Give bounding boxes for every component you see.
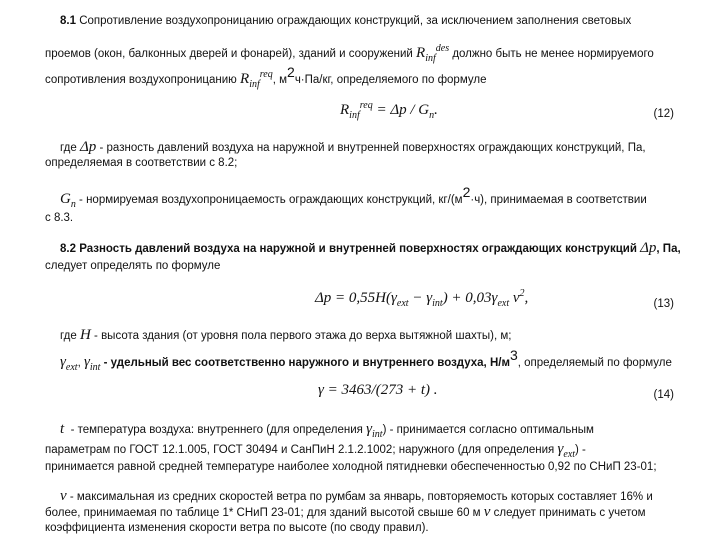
text: более, принимаемая по таблице 1* СНиП 23-01; для зданий высотой свыше 60 м — [45, 507, 481, 519]
symbol-v: v — [483, 504, 491, 520]
where-dp-line-1 — [60, 140, 646, 155]
text: где — [60, 330, 77, 342]
v-line-3: коэффициента изменения скорости ветра по высоте (по своду правил). — [45, 522, 429, 534]
text: следует принимать с учетом — [493, 507, 646, 519]
where-dp-line-2: определяемая в соответствии с 8.2; — [45, 157, 238, 169]
text: - высота здания (от уровня пола первого этажа до верха вытяжной шахты), м; — [94, 330, 512, 342]
text: ·ч), принимаемая в соответствии — [470, 194, 647, 206]
exponent: 3 — [509, 347, 518, 363]
equation-number-13: (13) — [653, 298, 674, 310]
text: Сопротивление воздухопроницанию ограждающих конструкций, за исключением заполнения световых — [79, 15, 632, 27]
equation-12: $R_{inf}^{req} = \Delta p / G_n$. — [340, 100, 438, 121]
para-8-2-line-2: следует определять по формуле — [45, 260, 221, 272]
text: - максимальная из средних скоростей ветра по румбам за январь, повторяемость которых составляет 16% и — [69, 491, 653, 503]
para-8-1-line-1 — [60, 14, 631, 28]
para-8-1-line-2 — [45, 42, 654, 66]
text: , м — [272, 74, 288, 86]
text: , определяемый по формуле — [517, 357, 672, 369]
symbol-dp: Δp — [80, 139, 97, 155]
t-line-3: принимается равной средней температуре наиболее холодной пятидневки обеспеченностью 0,92 по СНиП 23-01; — [45, 461, 657, 473]
symbol-v: v — [60, 488, 67, 504]
text: проемов (окон, балконных дверей и фонарей), зданий и сооружений — [45, 48, 413, 60]
text: должно быть не менее нормируемого — [452, 48, 654, 60]
text: ) - принимается согласно оптимальным — [382, 424, 594, 436]
text: - разность давлений воздуха на наружной и внутренней поверхностях ограждающих конструкций, Па, — [99, 142, 646, 154]
gn-line-1 — [60, 184, 647, 212]
symbol-gamma-int: $\gamma_{int}$ — [83, 354, 101, 373]
gamma-line: $\gamma_{ext}$, $\gamma_{int}$ - удельный вес соответственно наружного и внутреннего воздуха, Н/м3, определяемый по формуле — [60, 347, 672, 373]
symbol-t: t — [60, 421, 65, 437]
v-line-2 — [45, 505, 646, 520]
para-8-1-line-3 — [45, 64, 487, 92]
equation-number-12: (12) — [653, 108, 674, 120]
symbol-gamma-ext: $\gamma_{ext}$ — [60, 354, 78, 373]
symbol-dp: Δp — [640, 240, 657, 256]
text: - удельный вес соответственно наружного и внутреннего воздуха, Н/м — [103, 357, 510, 369]
t-line-2 — [45, 442, 586, 462]
text: сопротивления воздухопроницанию — [45, 74, 237, 86]
exponent: 2 — [462, 184, 471, 200]
text: где — [60, 142, 77, 154]
text: параметрам по ГОСТ 12.1.005, ГОСТ 30494 и СанПиН 2.1.2.1002; наружного (для определения — [45, 444, 555, 456]
t-line-1 — [60, 422, 594, 442]
text: ) - — [575, 444, 586, 456]
para-8-2-line-1 — [60, 241, 681, 256]
clause-number: 8.2 — [60, 243, 76, 255]
text: , Па, — [656, 243, 681, 255]
gn-line-2: с 8.3. — [45, 212, 74, 224]
equation-13: $\Delta p = 0,55H(\gamma_{ext} - \gamma_{int}) + 0,03\gamma_{ext}$ $v^2$, — [315, 288, 529, 309]
text: ч·Па/кг, определяемого по формуле — [294, 74, 487, 86]
equation-14: γ = 3463/(273 + t) . — [318, 382, 438, 398]
text: - нормируемая воздухопроницаемость ограждающих конструкций, кг/(м — [79, 194, 463, 206]
text: - температура воздуха: внутреннего (для определения — [70, 424, 363, 436]
text: Разность давлений воздуха на наружной и внутренней поверхностях ограждающих конструкций — [79, 243, 637, 255]
v-line-1 — [60, 489, 653, 504]
symbol-r-inf-des: $R_{inf}^{des}$ — [416, 43, 450, 64]
symbol-gn: $G_n$ — [60, 191, 76, 210]
symbol-gamma-int: $\gamma_{int}$ — [366, 421, 383, 440]
equation-number-14: (14) — [653, 389, 674, 401]
symbol-r-inf-req: $R_{inf}^{req}$ — [240, 69, 273, 90]
where-h-line — [60, 328, 511, 343]
symbol-gamma-ext: $\gamma_{ext}$ — [557, 441, 576, 460]
exponent: 2 — [287, 64, 295, 80]
symbol-h: H — [80, 327, 91, 343]
clause-number: 8.1 — [60, 15, 76, 27]
